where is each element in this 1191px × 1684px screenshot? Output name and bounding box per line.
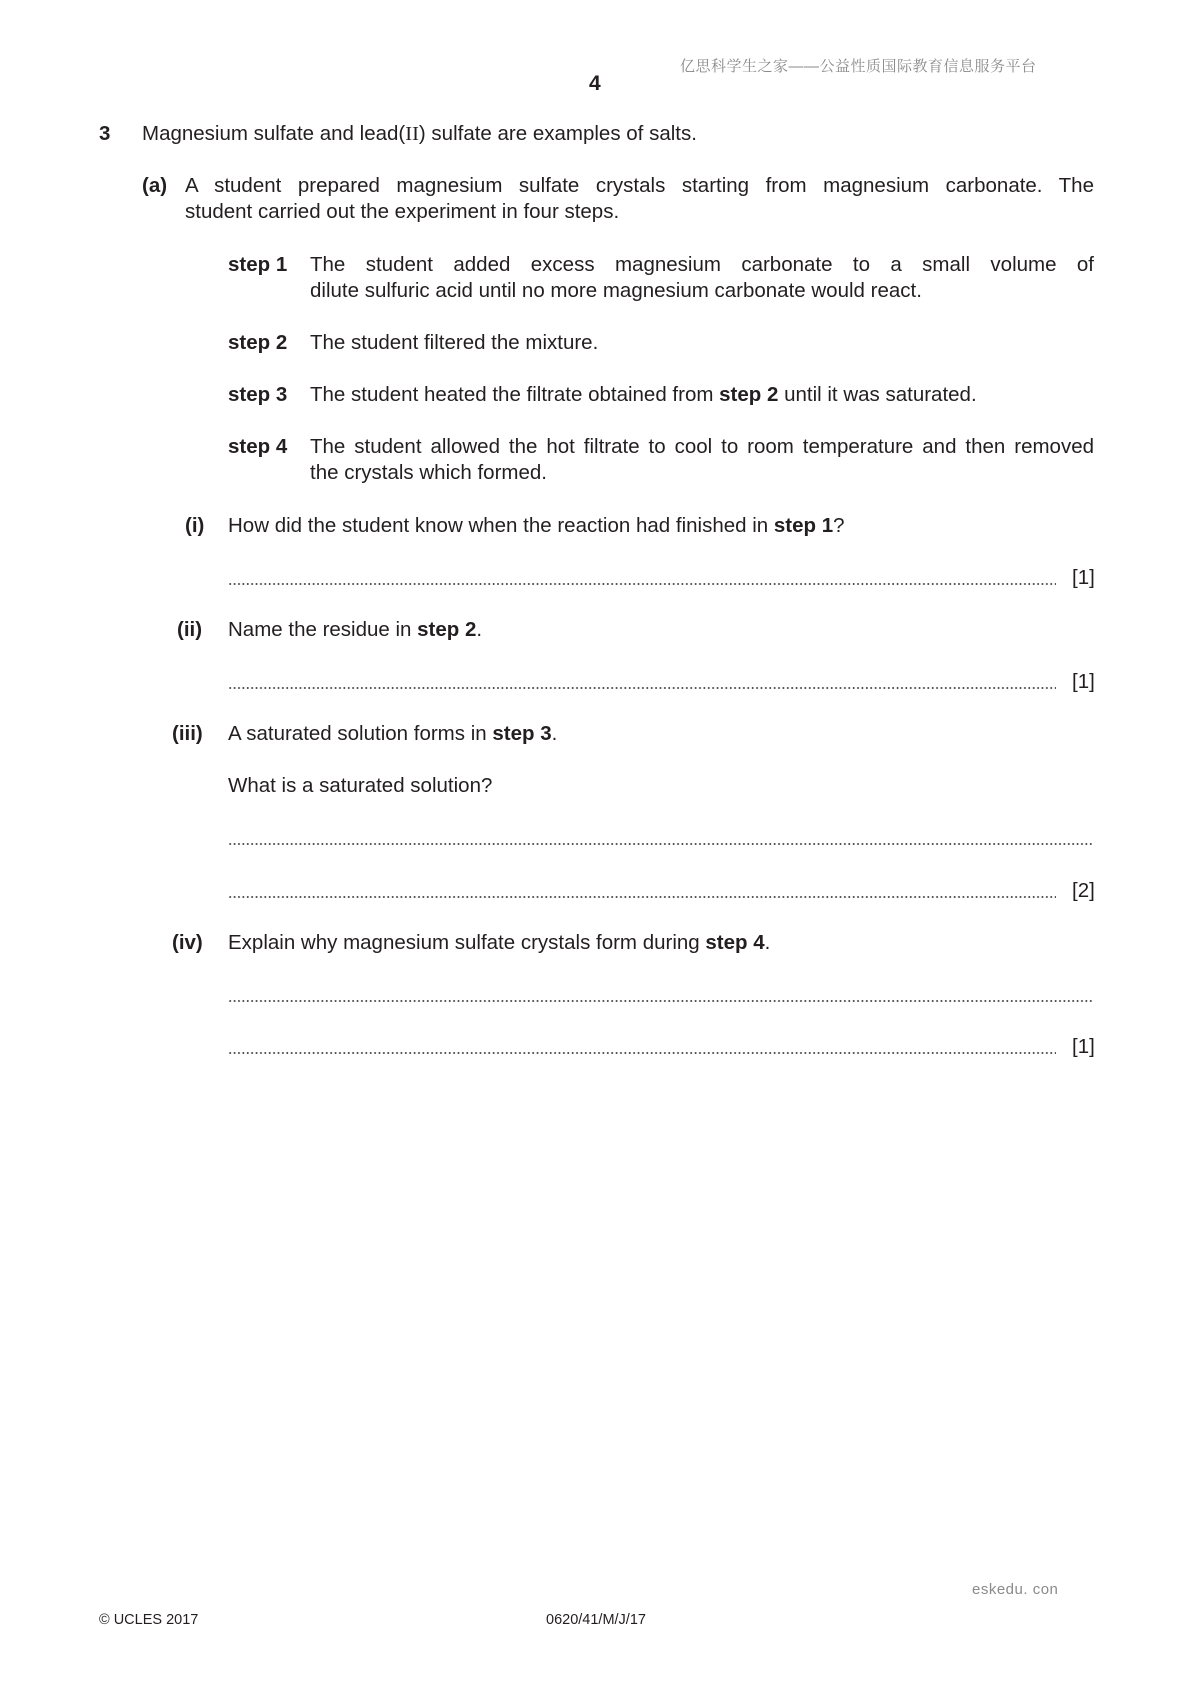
footer-site-watermark: eskedu. con xyxy=(972,1581,1059,1598)
subpart-iii-followup: What is a saturated solution? xyxy=(228,774,493,797)
subpart-ii-text-pre: Name the residue in xyxy=(228,618,418,641)
subpart-i-question xyxy=(228,514,845,538)
mark-i: [1] xyxy=(1072,566,1095,589)
step-1-line1: The student added excess magnesium carbonate to a small volume of xyxy=(310,253,1094,276)
question-intro xyxy=(142,122,697,146)
subpart-iv-label: (iv) xyxy=(172,931,203,954)
step-3-label: step 3 xyxy=(228,383,288,406)
subpart-iii-text-bold: step 3 xyxy=(492,722,552,745)
part-a-label: (a) xyxy=(142,174,168,197)
part-a-line1: A student prepared magnesium sulfate crystals starting from magnesium carbonate. The xyxy=(185,174,1094,197)
mark-iii: [2] xyxy=(1072,879,1095,902)
subpart-iii-label: (iii) xyxy=(172,722,203,745)
answer-line-iii-1[interactable] xyxy=(228,843,1094,845)
mark-iv: [1] xyxy=(1072,1035,1095,1058)
subpart-i-text-bold: step 1 xyxy=(773,514,834,537)
step-3-text-post: until it was saturated. xyxy=(778,383,977,406)
intro-roman-numeral: II xyxy=(405,123,419,145)
subpart-ii-label: (ii) xyxy=(177,618,203,641)
step-3-text xyxy=(310,383,977,407)
subpart-i-label: (i) xyxy=(185,514,205,537)
header-watermark: 亿思科学生之家——公益性质国际教育信息服务平台 xyxy=(680,58,1037,75)
page-number: 4 xyxy=(589,72,601,95)
mark-ii: [1] xyxy=(1072,670,1095,693)
part-a-line2: student carried out the experiment in four steps. xyxy=(185,200,620,223)
subpart-iii-text-post: . xyxy=(551,722,558,745)
step-4-label: step 4 xyxy=(228,435,288,458)
subpart-i-text-pre: How did the student know when the reaction had finished in xyxy=(228,514,774,537)
answer-line-iii-2[interactable] xyxy=(228,896,1056,898)
subpart-ii-question xyxy=(228,618,482,642)
question-number: 3 xyxy=(99,122,111,145)
subpart-i-text-post: ? xyxy=(833,514,845,537)
footer-copyright: © UCLES 2017 xyxy=(99,1612,199,1628)
step-1-label: step 1 xyxy=(228,253,288,276)
step-1-line2: dilute sulfuric acid until no more magnesium carbonate would react. xyxy=(310,279,922,302)
subpart-iv-text-pre: Explain why magnesium sulfate crystals form during xyxy=(228,931,706,954)
step-2-label: step 2 xyxy=(228,331,288,354)
answer-line-iv-1[interactable] xyxy=(228,1000,1094,1002)
subpart-ii-text-post: . xyxy=(476,618,483,641)
subpart-iv-text-post: . xyxy=(764,931,771,954)
subpart-iv-question xyxy=(228,931,770,955)
intro-text-post: ) sulfate are examples of salts. xyxy=(418,122,697,145)
intro-text-pre: Magnesium sulfate and lead( xyxy=(142,122,406,145)
subpart-iii-text-pre: A saturated solution forms in xyxy=(228,722,493,745)
subpart-iv-text-bold: step 4 xyxy=(705,931,765,954)
footer-paper-code: 0620/41/M/J/17 xyxy=(546,1612,646,1628)
answer-line-i[interactable] xyxy=(228,583,1056,585)
subpart-ii-text-bold: step 2 xyxy=(417,618,477,641)
step-4-line1: The student allowed the hot filtrate to cool to room temperature and then removed xyxy=(310,435,1094,458)
step-3-text-bold: step 2 xyxy=(719,383,779,406)
answer-line-ii[interactable] xyxy=(228,687,1056,689)
answer-line-iv-2[interactable] xyxy=(228,1052,1056,1054)
step-4-line2: the crystals which formed. xyxy=(310,461,547,484)
step-2-text: The student filtered the mixture. xyxy=(310,331,599,354)
step-3-text-pre: The student heated the filtrate obtained from xyxy=(310,383,720,406)
subpart-iii-question xyxy=(228,722,557,746)
